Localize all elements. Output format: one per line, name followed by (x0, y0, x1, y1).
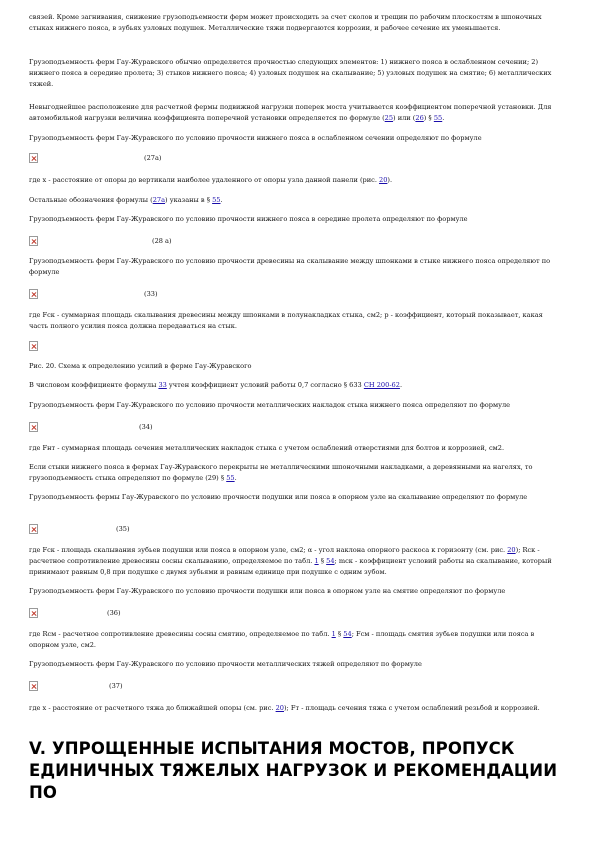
paragraph-shear-keys (29, 256, 559, 278)
paragraph-crushing-notations (29, 629, 559, 651)
paragraph-coefficient-note (29, 380, 559, 391)
paragraph-text: Остальные обозначения формулы ( (29, 196, 153, 204)
figure-20-link[interactable]: 20 (379, 176, 388, 184)
paragraph-text: где Fск - суммарная площадь скалывания древесины между шпонками в полунакладках стыка, см2; p - коэффициент, который показывает, какая часть полного усилия пояса должна передаваться на стык. (29, 311, 543, 330)
paragraph-text: где x - расстояние от опоры до вертикали наиболее удаленного от опоры узла данной панели (рис. (29, 176, 380, 184)
figure-20-link[interactable]: 20 (275, 704, 284, 712)
broken-image-icon (29, 681, 38, 691)
paragraph-text: где Fск - площадь скалывания зубьев подушки или пояса в опорном узле, см2; α - угол наклона опорного раскоса к горизонту (см. рис. (29, 546, 508, 554)
paragraph-support-shear (29, 492, 559, 503)
formula-number: (33) (144, 290, 158, 298)
paragraph-text: ; Fсм - площадь смятия зубьев подушки или пояса в опорном узле, см2. (29, 630, 535, 649)
paragraph-fnt-definition (29, 443, 559, 454)
paragraph-text: Грузоподъемность ферм Гау-Журавского по условию прочности подушки или пояса в опорном узле на смятие определяют по формуле (29, 587, 506, 595)
formula-34 (29, 422, 559, 436)
paragraph-text: . (234, 474, 237, 482)
formula-number: (34) (139, 423, 153, 431)
broken-image-icon (29, 289, 38, 299)
table-1-link[interactable]: 1 (331, 630, 336, 638)
paragraph-text: где Fнт - суммарная площадь сечения металлических накладок стыка с учетом ослаблений отверстиями для болтов и коррозией, см2. (29, 444, 505, 452)
paragraph-text: . (442, 114, 445, 122)
paragraph-text: Грузоподъемность ферм Гау-Журавского обычно определяется прочностью следующих элементов: 1) нижнего пояса в ослабленном сечении; 2) нижнего пояса в середине пролета; 3) стыков нижнего пояса; 4) узловых подушек на скалывание; 5) узловых подушек на смятие; 6) металлических тяжей. (29, 58, 552, 88)
paragraph-metal-rods (29, 659, 559, 670)
formula-number: (37) (109, 682, 123, 690)
paragraph-text: Рис. 20. Схема к определению усилий в ферме Гау-Журавского (29, 362, 252, 370)
paragraph-text: ). (387, 176, 393, 184)
formula-number: (36) (107, 609, 121, 617)
formula-33 (29, 289, 559, 303)
paragraph-text: Грузоподъемность ферм Гау-Журавского по условию прочности металлических накладок стыка нижнего пояса определяют по формуле (29, 401, 511, 409)
paragraph-text: ); Rск - расчетное сопротивление древесины сосны скалыванию, определяемое по табл. (29, 546, 540, 565)
paragraph-x-definition (29, 175, 559, 186)
formula-28a (29, 236, 559, 250)
formula-25-link[interactable]: 25 (384, 114, 394, 122)
paragraph-support-crushing (29, 586, 559, 597)
broken-image-icon (29, 608, 38, 618)
section-55-link[interactable]: 55 (226, 474, 235, 482)
broken-image-icon (29, 236, 38, 246)
paragraph-text: ) или ( (393, 114, 416, 122)
paragraph-weakened-section (29, 133, 559, 144)
paragraph-text: Грузоподъемность ферм Гау-Журавского по условию прочности нижнего пояса в ослабленном сечении определяют по формуле (29, 134, 482, 142)
paragraph-elements-list (29, 57, 559, 90)
broken-image-icon (29, 524, 38, 534)
paragraph-text: учтен коэффициент условий работы 0,7 согласно § 633 (166, 381, 364, 389)
paragraph-text: . (220, 196, 223, 204)
paragraph-text: Если стыки нижнего пояса в фермах Гау-Журавского перекрыты не металлическими шпоночными накладками, а деревянными на нагелях, то грузоподъемность стыка определяют по формуле (29) § (29, 463, 533, 482)
sn-200-62-link[interactable]: СН 200-62 (363, 381, 400, 389)
paragraph-text: ) указаны в § (165, 196, 213, 204)
broken-image-icon (29, 422, 38, 432)
paragraph-metal-plates (29, 400, 559, 411)
broken-image-icon (29, 153, 38, 163)
paragraph-mid-span (29, 214, 559, 225)
paragraph-text: Невыгоднейшее расположение для расчетной фермы подвижной нагрузки поперек моста учитывается коэффициентом поперечной установки. Для автомобильной нагрузки величина коэффициента поперечной установки определяется по формуле ( (29, 103, 552, 122)
paragraph-text: где Rсм - расчетное сопротивление древесины сосны смятию, определяемое по табл. (29, 630, 332, 638)
paragraph-text: Грузоподъемность фермы Гау-Журавского по условию прочности подушки или пояса в опорном узле на скалывание определяют по формуле (29, 493, 528, 501)
paragraph-text: ) § (423, 114, 434, 122)
formula-36 (29, 608, 559, 622)
paragraph-text: связей. Кроме загнивания, снижение грузоподъемности ферм может происходить за счет сколов и трещин по рабочим плоскостям в шпоночных стыках нижнего пояса, в зубьях узловых подушек. Металлические тяжи подвергаются коррозии, и рабочее сечение их уменьшается. (29, 13, 542, 32)
figure-20-link[interactable]: 20 (507, 546, 516, 554)
paragraph-text: § (335, 630, 344, 638)
paragraph-shear-notations (29, 545, 559, 578)
formula-26-link[interactable]: 26 (415, 114, 424, 122)
formula-number: (27а) (144, 154, 162, 162)
formula-27a (29, 153, 559, 167)
formula-number: (35) (116, 525, 130, 533)
figure-20 (29, 341, 559, 355)
paragraph-text: § (318, 557, 327, 565)
paragraph-other-notations (29, 195, 559, 206)
section-heading: V. УПРОЩЕННЫЕ ИСПЫТАНИЯ МОСТОВ, ПРОПУСК ЕДИНИЧНЫХ ТЯЖЕЛЫХ НАГРУЗОК И РЕКОМЕНДАЦИИ ПО (29, 739, 558, 802)
formula-27a-link[interactable]: 27а (152, 196, 166, 204)
section-54-link[interactable]: 54 (343, 630, 352, 638)
paragraph-text: Грузоподъемность ферм Гау-Журавского по условию прочности древесины на скалывание между шпонками в стыке нижнего пояса определяют по формуле (29, 257, 551, 276)
section-55-link[interactable]: 55 (433, 114, 443, 122)
paragraph-transverse-coefficient (29, 102, 559, 124)
paragraph-text: В числовом коэффициенте формулы (29, 381, 159, 389)
formula-35 (29, 524, 559, 538)
paragraph-text: Грузоподъемность ферм Гау-Журавского по условию прочности металлических тяжей определяют по формуле (29, 660, 422, 668)
paragraph-text: ); Fт - площадь сечения тяжа с учетом ослаблений резьбой и коррозией. (283, 704, 540, 712)
figure-caption (29, 361, 559, 372)
paragraph-text: Грузоподъемность ферм Гау-Журавского по условию прочности нижнего пояса в середине пролета определяют по формуле (29, 215, 468, 223)
section-55-link[interactable]: 55 (212, 196, 221, 204)
table-1-link[interactable]: 1 (314, 557, 319, 565)
paragraph-intro (29, 12, 559, 34)
paragraph-text: где x - расстояние от расчетного тяжа до ближайшей опоры (см. рис. (29, 704, 276, 712)
formula-33-link[interactable]: 33 (158, 381, 167, 389)
paragraph-rod-notations (29, 703, 559, 714)
paragraph-text: . (399, 381, 403, 389)
section-54-link[interactable]: 54 (326, 557, 335, 565)
paragraph-fsk-definition (29, 310, 559, 332)
formula-37 (29, 681, 559, 695)
paragraph-text: ; mск - коэффициент условий работы на скалывание, который принимают равным 0,8 при подушке с двумя зубьями и равным единице при подушке с одним зубом. (29, 557, 552, 576)
formula-number: (28 а) (152, 237, 172, 245)
broken-image-icon (29, 341, 38, 351)
paragraph-wooden-plates (29, 462, 559, 484)
